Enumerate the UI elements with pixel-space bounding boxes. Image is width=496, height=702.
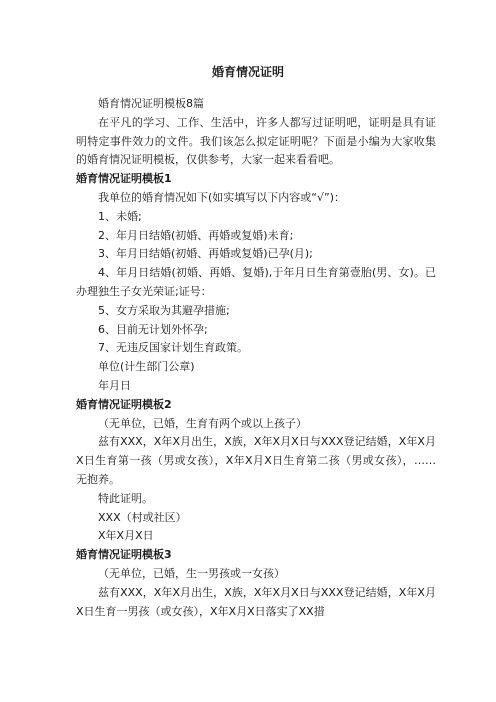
template-3-note: （无单位，已婚，生一男孩或一女孩） xyxy=(98,566,285,580)
template-3-heading: 婚育情况证明模板3 xyxy=(76,548,172,562)
template-1-item: 1、未婚; xyxy=(98,209,142,223)
template-2-heading: 婚育情况证明模板2 xyxy=(76,397,172,411)
template-2-body: 兹有XXX，X年X月出生，X族，X年X月X日与XXX登记结婚，X年X月X日生育第一孩（男或女孩），X年X月X日生育第二孩（男或女孩），……无抱养。 xyxy=(76,435,436,486)
template-1-unit: 单位(计生部门公章) xyxy=(98,360,195,374)
template-1-item: 7、无违反国家计划生育政策。 xyxy=(98,341,248,355)
template-1-item: 6、目前无计划外怀孕; xyxy=(98,322,208,336)
template-2-signer: XXX（村或社区） xyxy=(98,510,187,524)
template-2-confirm: 特此证明。 xyxy=(98,491,153,505)
template-2-date: X年X月X日 xyxy=(98,529,154,543)
template-2-note: （无单位，已婚，生育有两个或以上孩子） xyxy=(98,416,307,430)
template-3-body: 兹有XXX，X年X月出生，X族，X年X月X日与XXX登记结婚，X年X月X日生育一男孩（或女孩），X年X月X日落实了XX措 xyxy=(76,585,436,618)
template-1-item: 4、年月日结婚(初婚、再婚、复婚),于年月日生育第壹胎(男、女)。已办理独生子女光荣证;证号： xyxy=(76,266,436,298)
intro-paragraph: 在平凡的学习、工作、生活中，许多人都写过证明吧，证明是具有证明特定事件效力的文件。我们该怎么拟定证明呢？下面是小编为大家收集的婚育情况证明模板，仅供参考，大家一起来看看吧。 xyxy=(76,115,436,167)
template-1-item: 2、年月日结婚(初婚、再婚或复婚)未育; xyxy=(98,228,294,242)
template-1-lead: 我单位的婚育情况如下(如实填写以下内容或“√”)： xyxy=(98,190,345,204)
document-body xyxy=(76,95,436,621)
template-1-item: 3、年月日结婚(初婚、再婚或复婚)已孕(月); xyxy=(98,247,313,261)
template-1-date: 年月日 xyxy=(98,378,131,392)
template-1-item: 5、女方采取为其避孕措施; xyxy=(98,303,230,317)
document-subtitle: 婚育情况证明模板8篇 xyxy=(98,97,204,110)
template-1-heading: 婚育情况证明模板1 xyxy=(76,172,172,186)
document-title: 婚育情况证明 xyxy=(211,65,284,79)
